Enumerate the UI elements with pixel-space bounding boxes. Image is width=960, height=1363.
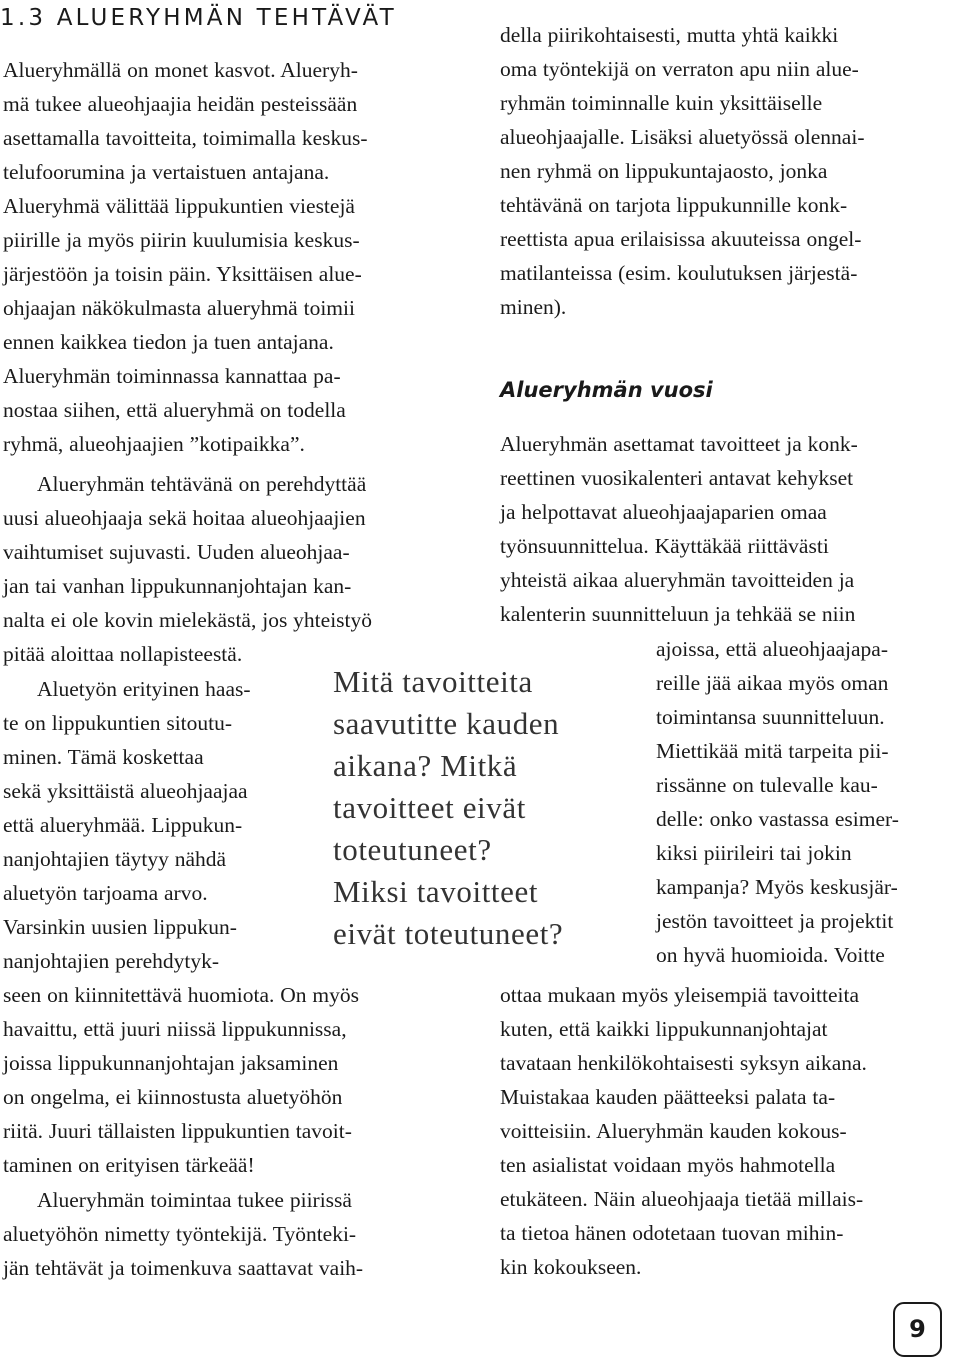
body-text-line: on hyvä huomioida. Voitte	[656, 943, 885, 967]
body-text-line: ohjaajan näkökulmasta alueryhmä toimii	[3, 296, 355, 320]
body-text-line: kuten, että kaikki lippukunnanjohtajat	[500, 1017, 828, 1041]
body-text-line: järjestöön ja toisin päin. Yksittäisen alue-	[3, 262, 362, 286]
subheading: Alueryhmän vuosi	[500, 378, 713, 402]
body-text-line: nanjohtajien täytyy nähdä	[3, 847, 227, 871]
body-text-line: nen ryhmä on lippukuntajaosto, jonka	[500, 159, 828, 183]
body-text-line: Miettikää mitä tarpeita pii-	[656, 739, 889, 763]
body-text-line: ten asialistat voidaan myös hahmotella	[500, 1153, 836, 1177]
body-text-line: piirille ja myös piirin kuulumisia keskus-	[3, 228, 360, 252]
body-text-line: kiksi piirileiri tai jokin	[656, 841, 852, 865]
body-text-line: jestön tavoitteet ja projektit	[656, 909, 894, 933]
body-text-line: minen. Tämä koskettaa	[3, 745, 204, 769]
body-text-line: matilanteissa (esim. koulutuksen järjestä-	[500, 261, 858, 285]
body-text-line: Alueryhmän toimintaa tukee piirissä	[37, 1188, 352, 1212]
body-text-line: reille jää aikaa myös oman	[656, 671, 889, 695]
body-text-line: aluetyöhön nimetty työntekijä. Työnteki-	[3, 1222, 357, 1246]
pull-quote-line: aikana? Mitkä	[333, 748, 518, 783]
body-text-line: ajoissa, että alueohjaajapa-	[656, 637, 889, 661]
body-text-line: jän tehtävät ja toimenkuva saattavat vaih-	[3, 1256, 364, 1280]
body-text-line: asettamalla tavoitteita, toimimalla keskus-	[3, 126, 368, 150]
body-text-line: joissa lippukunnanjohtajan jaksaminen	[3, 1051, 339, 1075]
body-text-line: Muistakaa kauden päätteeksi palata ta-	[500, 1085, 836, 1109]
body-text-line: etukäteen. Näin alueohjaaja tietää millais-	[500, 1187, 864, 1211]
body-text-line: tehtävänä on tarjota lippukunnille konk-	[500, 193, 848, 217]
body-text-line: ja helpottavat alueohjaajaparien omaa	[500, 500, 827, 524]
body-text-line: rissänne on tulevalle kau-	[656, 773, 878, 797]
body-text-line: ennen kaikkea tiedon ja tuen antajana.	[3, 330, 334, 354]
pull-quote-line: saavutitte kauden	[333, 706, 560, 741]
body-text-line: jan tai vanhan lippukunnanjohtajan kan-	[3, 574, 352, 598]
body-text-line: kin kokoukseen.	[500, 1255, 642, 1279]
body-text-line: oma työntekijä on verraton apu niin alue-	[500, 57, 859, 81]
body-text-line: ryhmä, alueohjaajien ”kotipaikka”.	[3, 432, 305, 456]
body-text-line: toimintansa suunnitteluun.	[656, 705, 885, 729]
body-text-line: kalenterin suunnitteluun ja tehkää se niin	[500, 602, 856, 626]
body-text-line: nostaa siihen, että alueryhmä on todella	[3, 398, 346, 422]
page-number: 9	[893, 1302, 942, 1357]
body-text-line: vaihtumiset sujuvasti. Uuden alueohjaa-	[3, 540, 350, 564]
body-text-line: uusi alueohjaaja sekä hoitaa alueohjaajien	[3, 506, 366, 530]
pull-quote-line: eivät toteutuneet?	[333, 916, 564, 951]
body-text-line: voitteisiin. Alueryhmän kauden kokous-	[500, 1119, 847, 1143]
body-text-line: havaittu, että juuri niissä lippukunnissa,	[3, 1017, 347, 1041]
body-text-line: aluetyön tarjoama arvo.	[3, 881, 208, 905]
body-text-line: reettista apua erilaisissa akuuteissa ongel-	[500, 227, 862, 251]
pull-quote-line: toteutuneet?	[333, 832, 492, 867]
pull-quote-line: Mitä tavoitteita	[333, 664, 533, 699]
pull-quote-line: Miksi tavoitteet	[333, 874, 539, 909]
body-text-line: mä tukee alueohjaajia heidän pesteissään	[3, 92, 358, 116]
body-text-line: Alueryhmän toiminnassa kannattaa pa-	[3, 364, 341, 388]
body-text-line: nalta ei ole kovin mielekästä, jos yhteistyö	[3, 608, 373, 632]
body-text-line: reettinen vuosikalenteri antavat kehykset	[500, 466, 854, 490]
body-text-line: ta tietoa hänen odotetaan tuovan mihin-	[500, 1221, 844, 1245]
body-text-line: tavataan henkilökohtaisesti syksyn aikana.	[500, 1051, 867, 1075]
body-text-line: yhteistä aikaa alueryhmän tavoitteiden ja	[500, 568, 855, 592]
body-text-line: pitää aloittaa nollapisteestä.	[3, 642, 243, 666]
body-text-line: kampanja? Myös keskusjär-	[656, 875, 898, 899]
body-text-line: minen).	[500, 295, 567, 319]
body-text-line: Alueryhmän tehtävänä on perehdyttää	[37, 472, 367, 496]
body-text-line: sekä yksittäistä alueohjaajaa	[3, 779, 248, 803]
body-text-line: ottaa mukaan myös yleisempiä tavoitteita	[500, 983, 860, 1007]
body-text-line: Aluetyön erityinen haas-	[37, 677, 251, 701]
body-text-line: ryhmän toiminnalle kuin yksittäiselle	[500, 91, 823, 115]
body-text-line: työnsuunnittelua. Käyttäkää riittävästi	[500, 534, 829, 558]
body-text-line: nanjohtajien perehdytyk-	[3, 949, 220, 973]
section-heading: 1.3 ALUERYHMÄN TEHTÄVÄT	[0, 5, 397, 31]
body-text-line: taminen on erityisen tärkeää!	[3, 1153, 255, 1177]
body-text-line: Alueryhmällä on monet kasvot. Alueryh-	[3, 58, 358, 82]
body-text-line: riitä. Juuri tällaisten lippukuntien tavoit-	[3, 1119, 352, 1143]
body-text-line: Alueryhmä välittää lippukuntien viestejä	[3, 194, 355, 218]
body-text-line: della piirikohtaisesti, mutta yhtä kaikki	[500, 23, 839, 47]
body-text-line: Alueryhmän asettamat tavoitteet ja konk-	[500, 432, 858, 456]
pull-quote-line: tavoitteet eivät	[333, 790, 526, 825]
body-text-line: seen on kiinnitettävä huomiota. On myös	[3, 983, 360, 1007]
body-text-line: telufoorumina ja vertaistuen antajana.	[3, 160, 330, 184]
body-text-line: delle: onko vastassa esimer-	[656, 807, 899, 831]
body-text-line: on ongelma, ei kiinnostusta aluetyöhön	[3, 1085, 343, 1109]
body-text-line: te on lippukuntien sitoutu-	[3, 711, 233, 735]
body-text-line: Varsinkin uusien lippukun-	[3, 915, 237, 939]
body-text-line: että alueryhmää. Lippukun-	[3, 813, 243, 837]
body-text-line: alueohjaajalle. Lisäksi aluetyössä olennai-	[500, 125, 865, 149]
